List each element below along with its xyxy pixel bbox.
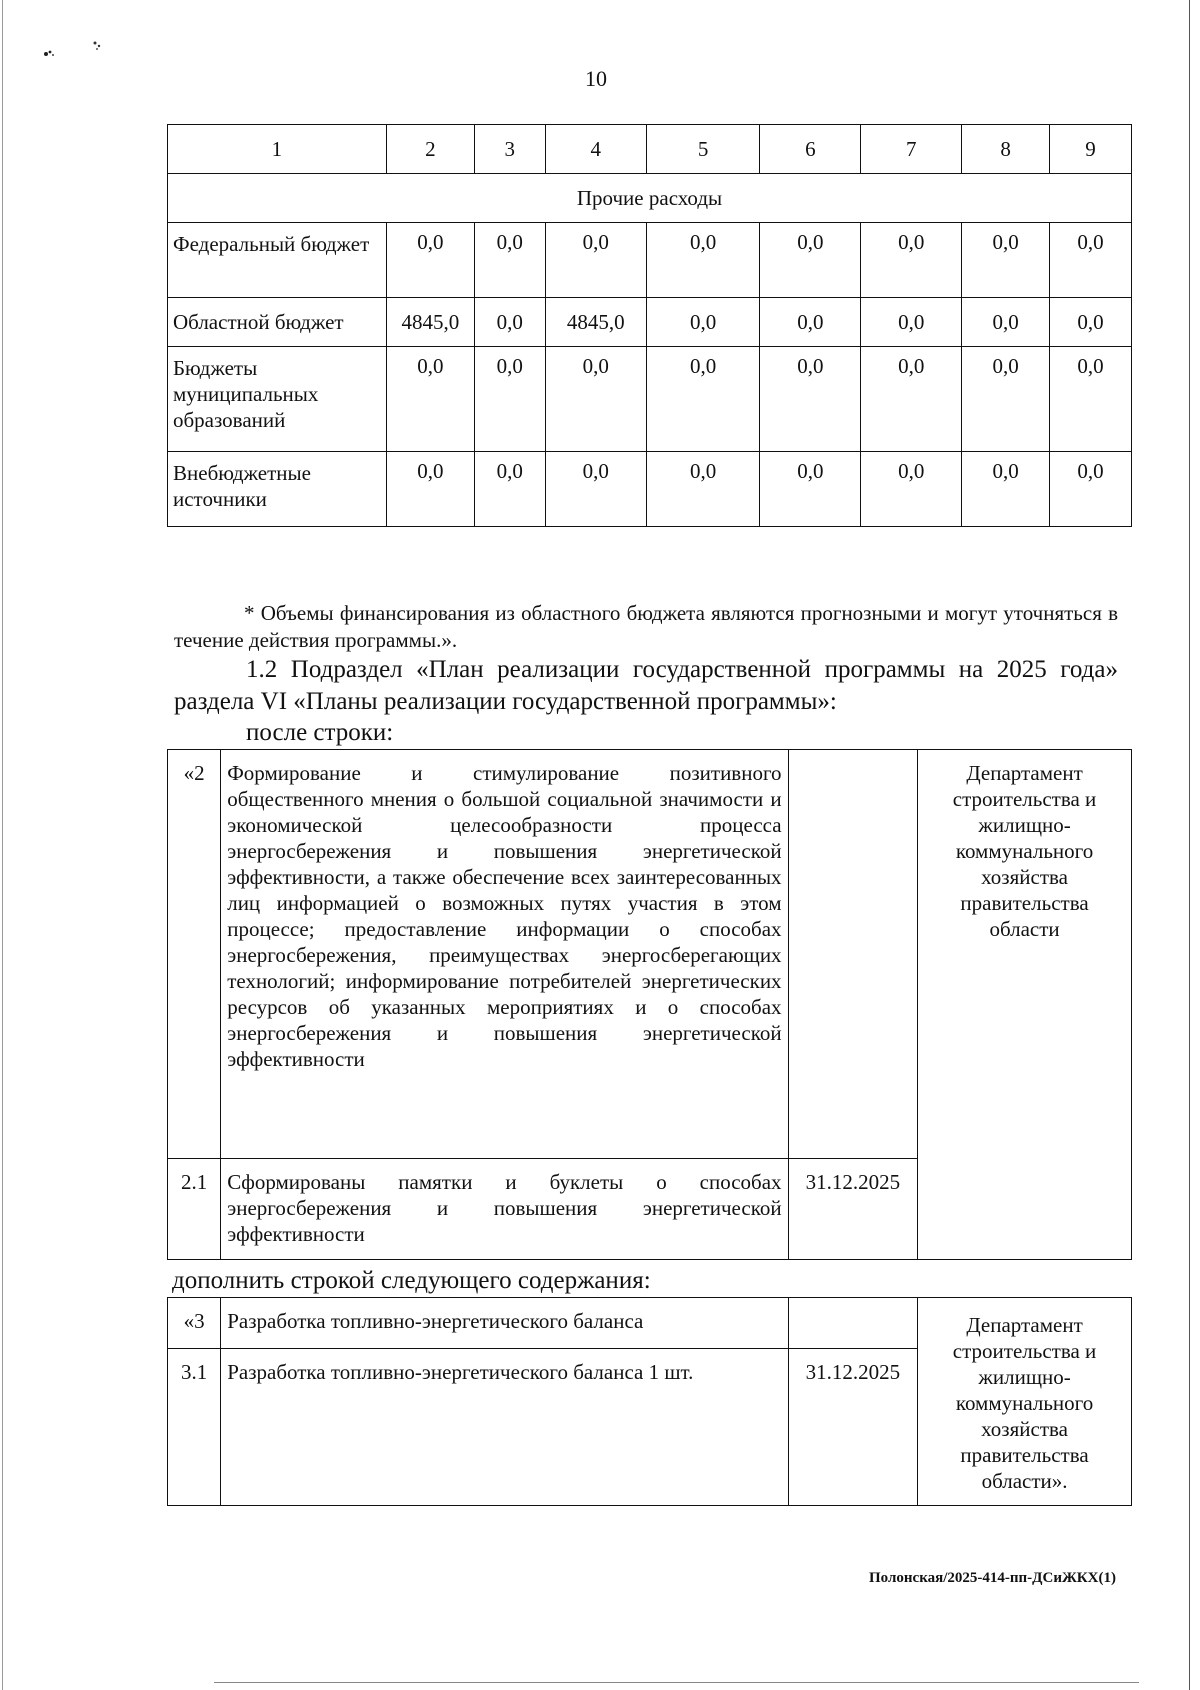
table-row — [168, 298, 1132, 347]
scan-specks — [40, 38, 110, 68]
scan-bottom-line — [214, 1682, 1139, 1683]
value-cell: 0,0 — [386, 223, 474, 298]
responsible-department: Департамент строительства и жилищно-коммунального хозяйства правительства области». — [918, 1298, 1132, 1506]
funding-table — [167, 124, 1132, 527]
value-cell: 0,0 — [962, 452, 1050, 527]
row-date: 31.12.2025 — [788, 1349, 918, 1506]
row-date — [788, 1298, 918, 1349]
table-header-row — [168, 125, 1132, 174]
row-number: 2.1 — [168, 1159, 221, 1260]
row-number: «2 — [168, 750, 221, 1159]
value-cell: 0,0 — [646, 452, 760, 527]
value-cell: 0,0 — [646, 298, 760, 347]
responsible-department: Департамент строительства и жилищно-коммунального хозяйства правительства области — [918, 750, 1132, 1260]
header-cell: 1 — [168, 125, 387, 174]
value-cell: 0,0 — [861, 298, 962, 347]
header-cell: 7 — [861, 125, 962, 174]
page-number: 10 — [585, 66, 607, 91]
value-cell: 0,0 — [861, 452, 962, 527]
header-cell: 8 — [962, 125, 1050, 174]
value-cell: 0,0 — [474, 347, 545, 452]
plan-table-new — [167, 1297, 1132, 1506]
value-cell: 0,0 — [760, 298, 861, 347]
row-number: 3.1 — [168, 1349, 221, 1506]
value-cell: 0,0 — [962, 347, 1050, 452]
table-row — [168, 750, 1132, 1159]
after-row-label: после строки: — [246, 719, 394, 746]
value-cell: 0,0 — [545, 347, 646, 452]
header-cell: 4 — [545, 125, 646, 174]
value-cell: 0,0 — [760, 347, 861, 452]
header-cell: 6 — [760, 125, 861, 174]
append-label: дополнить строкой следующего содержания: — [172, 1267, 651, 1294]
value-cell: 0,0 — [646, 347, 760, 452]
row-description: Разработка топливно-энергетического баланса 1 шт. — [221, 1349, 788, 1506]
scan-edge-left — [2, 0, 3, 1690]
table-row — [168, 452, 1132, 527]
table-row — [168, 347, 1132, 452]
value-cell: 0,0 — [1050, 223, 1132, 298]
row-description: Формирование и стимулирование позитивного общественного мнения о большой социальной значимости и экономической целесообразности процесса энергосбережения и повышения энергетической эффективности, а также обеспечение всех заинтересованных лиц информацией о возможных путях участия в этом процессе; предоставление информации о способах энергосбережения, преимуществах энергосберегающих технологий; информирование потребителей энергетических ресурсов об указанных мероприятиях и о способах энергосбережения и повышения энергетической эффективности — [221, 750, 788, 1159]
row-description: Разработка топливно-энергетического баланса — [221, 1298, 788, 1349]
value-cell: 0,0 — [386, 452, 474, 527]
value-cell: 0,0 — [646, 223, 760, 298]
table-row — [168, 223, 1132, 298]
table-row — [168, 1298, 1132, 1349]
value-cell: 0,0 — [474, 452, 545, 527]
footnote: * Объемы финансирования из областного бюджета являются прогнозными и могут уточняться в течение действия программы.». — [174, 601, 1118, 652]
header-cell: 3 — [474, 125, 545, 174]
row-label: Федеральный бюджет — [168, 223, 387, 298]
value-cell: 0,0 — [962, 223, 1050, 298]
value-cell: 0,0 — [474, 223, 545, 298]
row-date — [788, 750, 918, 1159]
value-cell: 0,0 — [386, 347, 474, 452]
row-label: Внебюджетные источники — [168, 452, 387, 527]
section-row — [168, 174, 1132, 223]
value-cell: 0,0 — [1050, 347, 1132, 452]
row-number: «3 — [168, 1298, 221, 1349]
value-cell: 0,0 — [474, 298, 545, 347]
plan-table-existing — [167, 749, 1132, 1260]
value-cell: 0,0 — [760, 223, 861, 298]
section-title: Прочие расходы — [168, 174, 1132, 223]
row-label: Областной бюджет — [168, 298, 387, 347]
document-code: Полонская/2025-414-пп-ДСиЖКХ(1) — [869, 1570, 1116, 1586]
row-description: Сформированы памятки и буклеты о способах энергосбережения и повышения энергетической эффективности — [221, 1159, 788, 1260]
value-cell: 0,0 — [1050, 452, 1132, 527]
header-cell: 5 — [646, 125, 760, 174]
amendment-paragraph: 1.2 Подраздел «План реализации государственной программы на 2025 года» раздела VI «Планы реализации государственной программы»: — [174, 656, 1118, 715]
header-cell: 2 — [386, 125, 474, 174]
value-cell: 0,0 — [545, 223, 646, 298]
row-date: 31.12.2025 — [788, 1159, 918, 1260]
value-cell: 4845,0 — [386, 298, 474, 347]
value-cell: 0,0 — [545, 452, 646, 527]
value-cell: 0,0 — [760, 452, 861, 527]
scan-edge-right — [1189, 0, 1190, 1690]
value-cell: 0,0 — [861, 347, 962, 452]
value-cell: 4845,0 — [545, 298, 646, 347]
header-cell: 9 — [1050, 125, 1132, 174]
value-cell: 0,0 — [1050, 298, 1132, 347]
value-cell: 0,0 — [861, 223, 962, 298]
value-cell: 0,0 — [962, 298, 1050, 347]
row-label: Бюджеты муниципальных образований — [168, 347, 387, 452]
